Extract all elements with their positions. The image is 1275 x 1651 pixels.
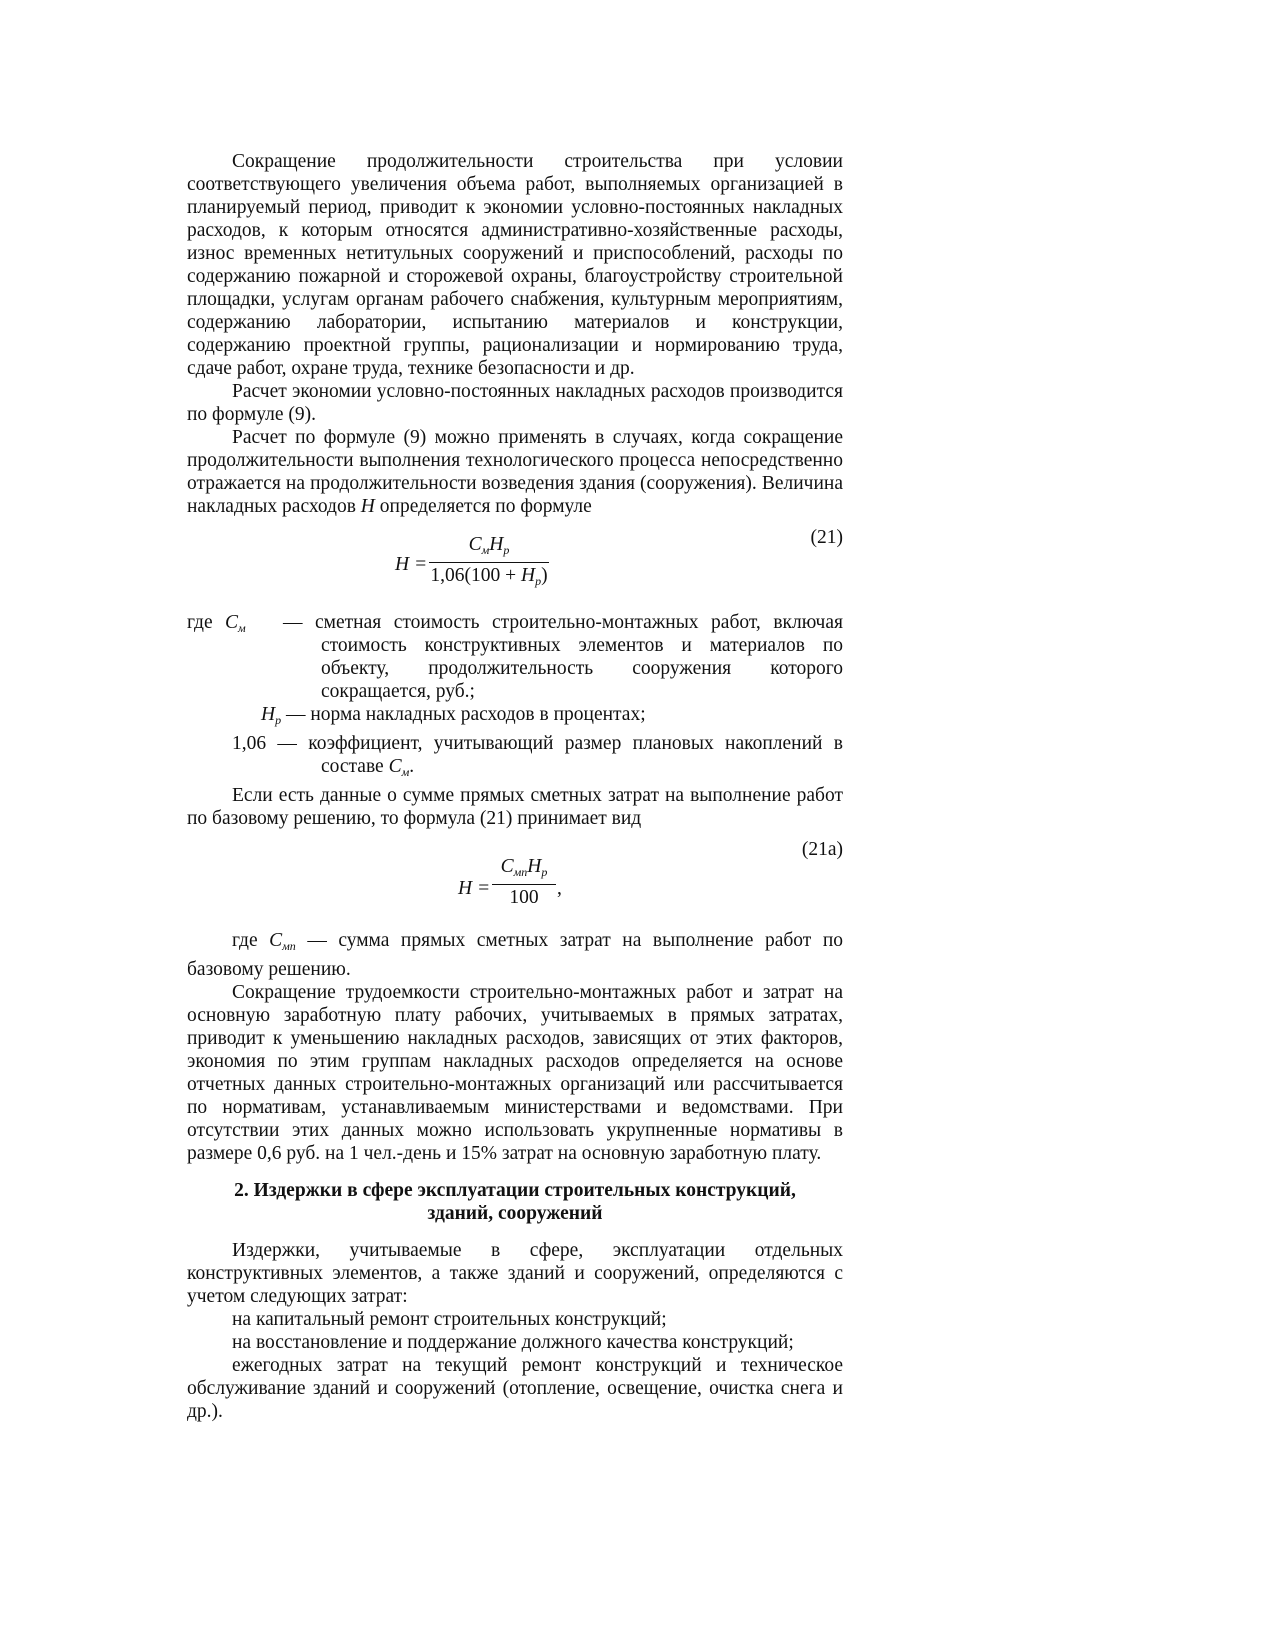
formula-tail: , [557, 878, 562, 899]
paragraph-operation-costs: Издержки, учитываемые в сфере, эксплуатации отдельных конструктивных элементов, а также зданий и сооружений, определяются с учетом следующих затрат: [187, 1240, 843, 1307]
var-c: C [468, 534, 482, 555]
equation-number-21: (21) [810, 527, 843, 548]
formula-lhs: H = [458, 878, 491, 899]
var-c: C [500, 856, 514, 877]
where-label: где [187, 612, 213, 633]
var-h: H [489, 534, 504, 555]
formula-21a [187, 856, 843, 921]
sub-mp: мп [513, 865, 528, 879]
definition-cm-text-rest: стоимость конструктивных элементов и материалов по объекту, продолжительность сооружения которого сокращается, руб.; [321, 635, 843, 702]
sub-mp: мп [282, 939, 296, 953]
var-h: H [527, 856, 542, 877]
equation-number-21a: (21а) [801, 839, 843, 860]
paragraph-calc-formula-9: Расчет экономии условно-постоянных накладных расходов производится по формуле (9). [187, 381, 843, 425]
sub-m: м [238, 621, 246, 635]
list-item: на восстановление и поддержание должного качества конструкций; [232, 1332, 794, 1353]
definition-cm-var [225, 611, 246, 640]
var-c: С [269, 930, 283, 951]
section-heading [187, 1179, 843, 1225]
definition-cm [187, 611, 843, 703]
variable-h: Н [360, 496, 375, 517]
document-page [187, 150, 843, 1423]
fraction-denominator [429, 563, 549, 594]
paragraph-formula-9-usage [187, 426, 843, 518]
definition-cm-text-first: — сметная стоимость строительно-монтажных работ, включая [283, 612, 843, 633]
definition-hp [187, 703, 843, 732]
fraction-numerator [429, 533, 549, 563]
sub-p: p [541, 865, 548, 879]
definition-coefficient-first: 1,06 — коэффициент, учитывающий размер плановых накоплений в [232, 733, 843, 754]
fraction-denominator: 100 [509, 887, 539, 908]
var-c: С [225, 612, 239, 633]
sub-m: м [481, 543, 490, 557]
section-heading-line2: зданий, сооружений [427, 1203, 603, 1224]
formula-lhs: H = [395, 554, 428, 575]
var-h: H [521, 565, 536, 586]
paragraph-intro: Сокращение продолжительности строительства при условии соответствующего увеличения объема работ, выполняемых организацией в планируемый период, приводит к экономии условно-постоянных накладных расходов, к которым относятся административно-хозяйственные расходы, износ временных нетитульных сооружений и приспособлений, расходы по содержанию пожарной и сторожевой охраны, благоустройству строительной площадки, услугам органам рабочего снабжения, культурным мероприятиям, содержанию лаборатории, испытанию материалов и конструкции, содержанию проектной группы, рационализации и нормированию труда, сдаче работ, охране труда, технике безопасности и др. [187, 151, 843, 379]
fraction-numerator [492, 855, 556, 885]
paragraph-base-solution: Если есть данные о сумме прямых сметных затрат на выполнение работ по базовому решению, то формула (21) принимает вид [187, 785, 843, 829]
formula-21 [187, 533, 843, 595]
den-part: 1,06(100 + [430, 565, 522, 586]
sub-p: р [275, 713, 282, 727]
sub-p: p [503, 543, 510, 557]
definition-coefficient-rest [187, 755, 843, 784]
paragraph-annual-costs: ежегодных затрат на текущий ремонт конструкций и техническое обслуживание зданий и сооружений (отопление, освещение, очистка снега и др.). [187, 1355, 843, 1422]
sub-p: p [535, 574, 542, 588]
definition-hp-text: — норма накладных расходов в процентах; [281, 704, 646, 725]
text-segment: . [409, 756, 415, 777]
text-segment: — сумма прямых сметных затрат на выполнение работ по базовому решению. [187, 930, 844, 980]
section-heading-line1: 2. Издержки в сфере эксплуатации строительных конструкций, [234, 1180, 796, 1201]
paragraph-labor-reduction: Сокращение трудоемкости строительно-монтажных работ и затрат на основную заработную плату рабочих, учитываемых в прямых затратах, приводит к уменьшению накладных расходов, зависящих от этих факторов, экономия по этим группам накладных расходов определяется на основе отчетных данных строительно-монтажных организаций или рассчитывается по нормативам, устанавливаемым министерствами и ведомствами. При отсутствии этих данных можно использовать укрупненные нормативы в размере 0,6 руб. на 1 чел.-день и 15% затрат на основную заработную плату. [187, 982, 843, 1164]
text-segment: где [232, 930, 270, 951]
fraction [429, 533, 549, 594]
fraction [492, 855, 556, 911]
text-segment: определяется по формуле [374, 496, 592, 517]
definition-first-line [187, 611, 843, 634]
list-item: на капитальный ремонт строительных конструкций; [232, 1309, 667, 1330]
var-h: Н [261, 704, 276, 725]
text-segment: Расчет по формуле (9) можно применять в случаях, когда сокращение продолжительности выполнения технологического процесса непосредственно отражается на продолжительности возведения здания (сооружения). Величина накладных расходов [187, 427, 843, 517]
definition-coefficient [187, 732, 843, 784]
var-c: С [388, 756, 402, 777]
den-part: ) [541, 565, 548, 586]
paragraph-cmp-definition [187, 929, 843, 981]
text-segment: составе [321, 756, 389, 777]
sub-m: м [401, 765, 410, 779]
